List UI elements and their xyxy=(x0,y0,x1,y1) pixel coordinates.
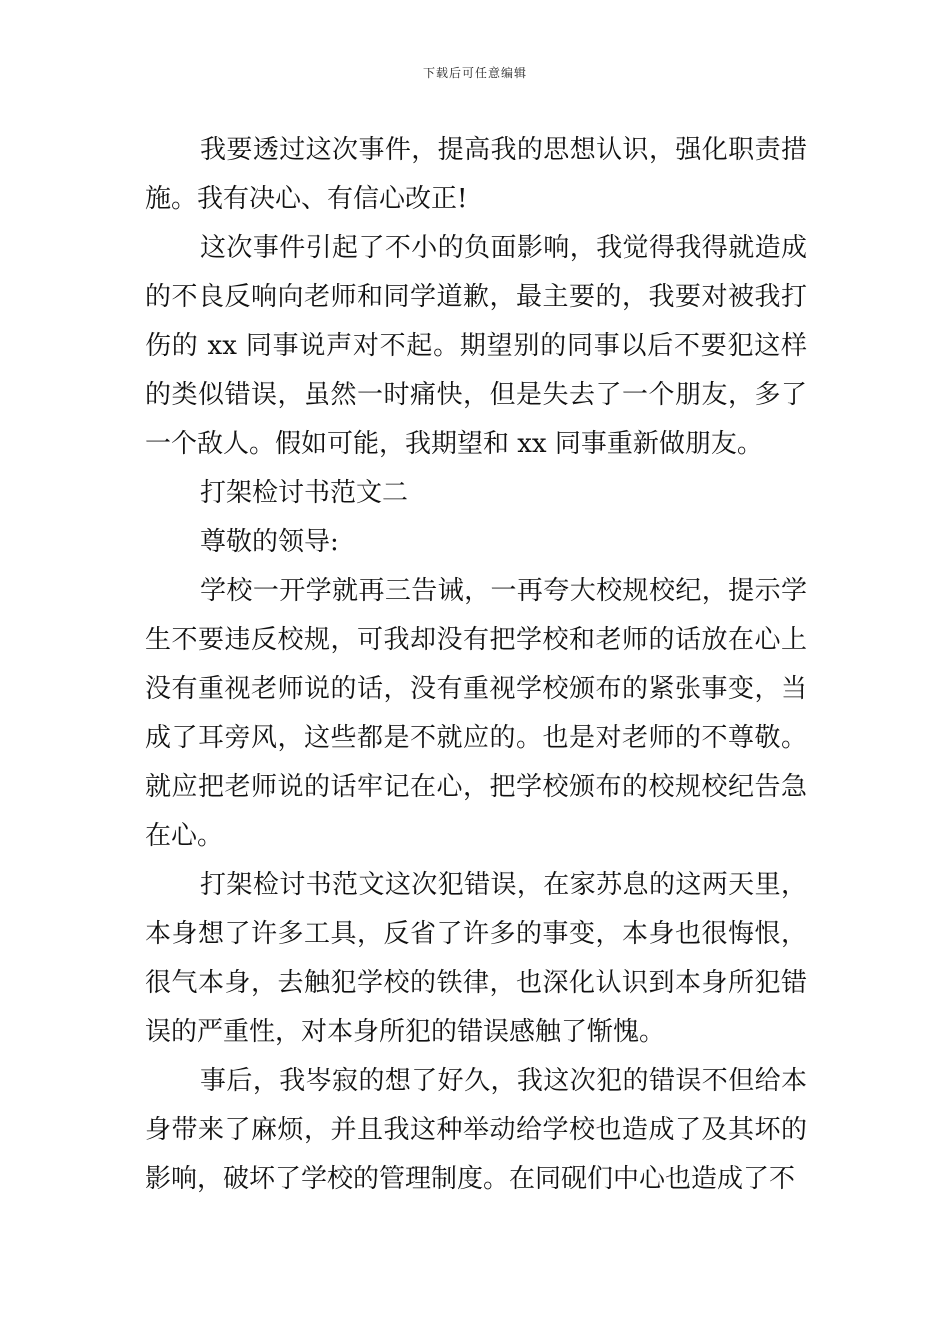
document-body xyxy=(145,126,807,1204)
salutation: 尊敬的领导: xyxy=(200,527,339,557)
paragraph-1: 我要透过这次事件，提高我的思想认识，强化职责措施。我有决心、有信心改正! xyxy=(145,135,807,214)
section-heading: 打架检讨书范文二 xyxy=(200,478,409,508)
paragraph-4: 打架检讨书范文这次犯错误，在家苏息的这两天里，本身想了许多工具，反省了许多的事变，本身也很悔恨，很气本身，去触犯学校的铁律，也深化认识到本身所犯错误的严重性，对本身所犯的错误感触了惭愧。 xyxy=(145,870,807,1047)
paragraph-3: 学校一开学就再三告诫，一再夸大校规校纪，提示学生不要违反校规，可我却没有把学校和老师的话放在心上没有重视老师说的话，没有重视学校颁布的紧张事变，当成了耳旁风，这些都是不就应的。也是对老师的不尊敬。就应把老师说的话牢记在心，把学校颁布的校规校纪告急在心。 xyxy=(145,576,807,851)
paragraph-2: 这次事件引起了不小的负面影响，我觉得我得就造成的不良反响向老师和同学道歉，最主要的，我要对被我打伤的 xx 同事说声对不起。期望别的同事以后不要犯这样的类似错误，虽然一时痛快，但是失去了一个朋友，多了一个敌人。假如可能，我期望和 xx 同事重新做朋友。 xyxy=(145,233,807,459)
page-header-note: 下载后可任意编辑 xyxy=(422,66,527,80)
paragraph-5: 事后，我岑寂的想了好久，我这次犯的错误不但给本身带来了麻烦，并且我这种举动给学校也造成了及其坏的影响，破坏了学校的管理制度。在同砚们中心也造成了不 xyxy=(145,1066,807,1194)
